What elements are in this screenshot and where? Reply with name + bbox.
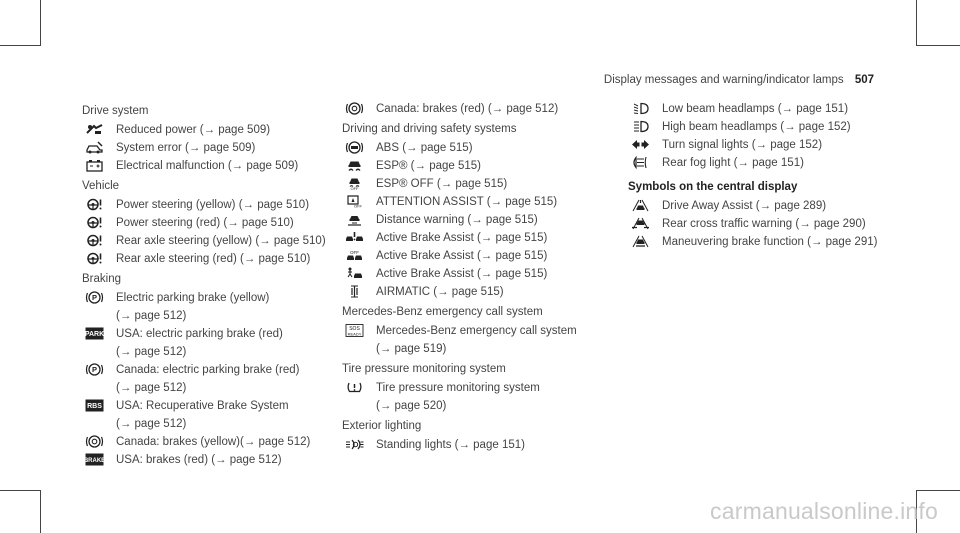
section-heading: Braking <box>82 273 121 285</box>
active-brake-assist-pedestrian-icon <box>345 267 364 280</box>
item-text <box>376 100 558 118</box>
crop-mark <box>40 0 41 46</box>
tire-pressure-icon <box>345 381 364 394</box>
sos-ready-icon <box>345 324 364 337</box>
list-item <box>628 215 903 233</box>
item-line: Power steering (yellow) (→ page 510) <box>116 199 310 211</box>
item-text <box>662 100 848 118</box>
list-item <box>82 289 337 325</box>
crop-mark <box>40 490 41 533</box>
item-text <box>116 397 289 433</box>
item-text <box>376 379 540 415</box>
item-line: ESP® OFF (→ page 515) <box>376 178 508 190</box>
item-line: Drive Away Assist (→ page 289) <box>662 200 827 212</box>
park-label-icon <box>85 327 104 340</box>
item-line: Electrical malfunction (→ page 509) <box>116 160 299 172</box>
item-line: (→ page 520) <box>376 400 447 412</box>
list-item <box>82 451 337 469</box>
list-item <box>342 157 607 175</box>
list-item <box>342 139 607 157</box>
item-line: USA: Recuperative Brake System <box>116 400 289 412</box>
active-brake-assist-off-icon <box>345 249 364 262</box>
steering-wheel-icon <box>85 198 104 211</box>
list-item <box>342 211 607 229</box>
list-item <box>82 397 337 433</box>
icon-label: RBS <box>87 403 102 410</box>
item-text <box>116 250 310 268</box>
item-line: Maneuvering brake function (→ page 291) <box>662 236 878 248</box>
crop-mark <box>0 490 41 491</box>
item-line: Canada: brakes (red) (→ page 512) <box>376 103 559 115</box>
item-text <box>376 265 547 283</box>
icon-label: BRAKE <box>83 458 106 464</box>
svg-text:OFF: OFF <box>350 250 359 255</box>
svg-text:OFF: OFF <box>354 203 362 209</box>
svg-text:P: P <box>91 365 98 375</box>
item-line: AIRMATIC (→ page 515) <box>376 286 504 298</box>
item-line: Power steering (red) (→ page 510) <box>116 217 294 229</box>
column-1 <box>82 100 337 469</box>
list-item <box>82 139 337 157</box>
item-line: USA: brakes (red) (→ page 512) <box>116 454 282 466</box>
item-line: Active Brake Assist (→ page 515) <box>376 232 548 244</box>
list-item <box>628 154 903 172</box>
item-text <box>376 211 538 229</box>
maneuvering-brake-icon <box>631 235 650 248</box>
item-text <box>116 325 283 361</box>
esp-skid-icon <box>345 159 364 172</box>
active-brake-assist-icon <box>345 231 364 244</box>
list-item <box>342 436 607 454</box>
item-line: (→ page 519) <box>376 343 447 355</box>
column-2 <box>342 100 607 454</box>
item-text <box>662 215 866 233</box>
item-line: ABS (→ page 515) <box>376 142 473 154</box>
airmatic-icon <box>345 285 364 298</box>
list-item <box>342 379 607 415</box>
item-line: USA: electric parking brake (red) <box>116 328 283 340</box>
drive-away-assist-icon <box>631 199 650 212</box>
list-item <box>628 100 903 118</box>
steering-wheel-icon <box>85 234 104 247</box>
list-item <box>342 229 607 247</box>
esp-off-icon <box>345 177 364 190</box>
crop-mark <box>916 0 917 46</box>
item-text <box>116 214 294 232</box>
list-item <box>628 233 903 251</box>
svg-text:P: P <box>91 293 98 303</box>
item-text <box>376 322 577 358</box>
item-text <box>376 247 547 265</box>
item-line: Turn signal lights (→ page 152) <box>662 139 823 151</box>
car-wrench-icon <box>85 141 104 154</box>
section-heading: Mercedes-Benz emergency call system <box>342 306 543 318</box>
item-text <box>662 197 826 215</box>
svg-text:OFF: OFF <box>350 186 359 191</box>
list-item <box>342 322 607 358</box>
section-heading: Vehicle <box>82 180 120 192</box>
distance-warning-icon <box>345 213 364 226</box>
list-item <box>342 100 607 118</box>
item-line: Distance warning (→ page 515) <box>376 214 538 226</box>
list-item <box>82 121 337 139</box>
item-text <box>116 433 310 451</box>
item-line: Canada: electric parking brake (red) <box>116 364 300 376</box>
section-heading: Driving and driving safety systems <box>342 123 517 135</box>
item-line: Mercedes-Benz emergency call system <box>376 325 577 337</box>
list-item <box>82 232 337 250</box>
item-line: Standing lights (→ page 151) <box>376 439 525 451</box>
item-line: Active Brake Assist (→ page 515) <box>376 250 548 262</box>
svg-text:SOS: SOS <box>349 326 360 332</box>
steering-wheel-icon <box>85 216 104 229</box>
item-text <box>116 289 269 325</box>
list-item <box>342 193 607 211</box>
header-title: Display messages and warning/indicator lamps <box>603 74 844 86</box>
page-number: 507 <box>854 74 874 86</box>
list-item <box>342 265 607 283</box>
item-line: Rear cross traffic warning (→ page 290) <box>662 218 866 230</box>
parking-brake-circle-icon <box>85 363 104 376</box>
list-item <box>82 433 337 451</box>
item-line: Tire pressure monitoring system <box>376 382 540 394</box>
list-item <box>82 157 337 175</box>
brake-circle-icon <box>85 435 104 448</box>
item-line: Canada: brakes (yellow)(→ page 512) <box>116 436 311 448</box>
reduced-power-icon <box>85 123 104 136</box>
abs-icon <box>345 141 364 154</box>
brake-label-icon <box>85 453 104 466</box>
item-line: Rear axle steering (red) (→ page 510) <box>116 253 311 265</box>
list-item <box>82 196 337 214</box>
item-line: (→ page 512) <box>116 346 187 358</box>
steering-wheel-icon <box>85 252 104 265</box>
item-line: (→ page 512) <box>116 382 187 394</box>
list-item <box>628 136 903 154</box>
item-text <box>116 451 282 469</box>
rbs-label-icon <box>85 399 104 412</box>
item-line: System error (→ page 509) <box>116 142 256 154</box>
item-line: (→ page 512) <box>116 310 187 322</box>
crop-mark <box>0 45 41 46</box>
crop-mark <box>916 490 960 491</box>
item-line: Low beam headlamps (→ page 151) <box>662 103 849 115</box>
section-heading: Exterior lighting <box>342 420 422 432</box>
item-line: (→ page 512) <box>116 418 187 430</box>
item-line: Electric parking brake (yellow) <box>116 292 270 304</box>
item-text <box>376 139 473 157</box>
item-text <box>116 232 326 250</box>
rear-fog-light-icon <box>631 156 650 169</box>
list-item <box>628 118 903 136</box>
list-item <box>82 325 337 361</box>
item-text <box>662 118 851 136</box>
item-line: ESP® (→ page 515) <box>376 160 481 172</box>
high-beam-icon <box>631 120 650 133</box>
svg-text:READY: READY <box>347 331 362 337</box>
item-text <box>662 136 822 154</box>
item-line: Reduced power (→ page 509) <box>116 124 271 136</box>
icon-label: PARK <box>84 331 105 338</box>
item-line: ATTENTION ASSIST (→ page 515) <box>376 196 558 208</box>
item-text <box>376 157 481 175</box>
item-text <box>376 193 557 211</box>
item-text <box>116 196 309 214</box>
column-3 <box>628 100 903 251</box>
battery-icon <box>85 159 104 172</box>
parking-brake-circle-icon <box>85 291 104 304</box>
item-text <box>116 139 255 157</box>
list-item <box>82 361 337 397</box>
item-line: Active Brake Assist (→ page 515) <box>376 268 548 280</box>
turn-signal-icon <box>631 138 650 151</box>
running-header <box>604 74 874 86</box>
item-text <box>376 229 547 247</box>
item-line: Rear fog light (→ page 151) <box>662 157 804 169</box>
attention-assist-off-icon <box>345 195 364 208</box>
item-line: Rear axle steering (yellow) (→ page 510) <box>116 235 326 247</box>
low-beam-icon <box>631 102 650 115</box>
item-text <box>116 361 299 397</box>
item-line: High beam headlamps (→ page 152) <box>662 121 851 133</box>
rear-cross-traffic-icon <box>631 217 650 230</box>
section-heading: Drive system <box>82 105 149 117</box>
section-heading: Symbols on the central display <box>628 181 798 193</box>
list-item <box>342 283 607 301</box>
item-text <box>662 154 804 172</box>
list-item <box>342 247 607 265</box>
item-text <box>376 436 525 454</box>
list-item <box>82 214 337 232</box>
item-text <box>116 121 270 139</box>
brake-circle-icon <box>345 102 364 115</box>
list-item <box>628 197 903 215</box>
item-text <box>376 175 507 193</box>
item-text <box>662 233 877 251</box>
crop-mark <box>916 45 960 46</box>
list-item <box>82 250 337 268</box>
item-text <box>376 283 504 301</box>
list-item <box>342 175 607 193</box>
standing-lights-icon <box>345 438 364 451</box>
section-heading: Tire pressure monitoring system <box>342 363 506 375</box>
item-text <box>116 157 298 175</box>
watermark: carmanualsonline.info <box>710 498 938 524</box>
